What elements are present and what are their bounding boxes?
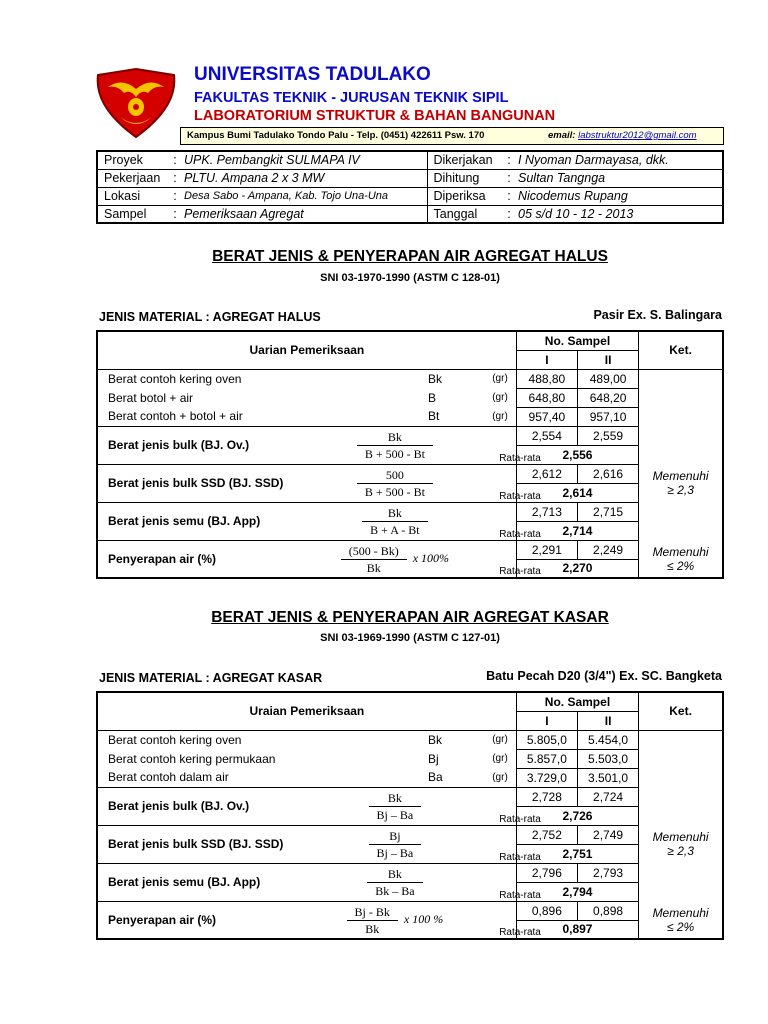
ket-status: Memenuhi [652,469,709,483]
value-sample-ii: 2,249 [577,540,638,559]
formula-numerator: Bj [369,829,422,845]
average-value: 2,270 [516,559,638,578]
faculty-name: FAKULTAS TEKNIK - JURUSAN TEKNIK SIPIL [194,90,509,106]
value-sample-ii: 648,20 [577,388,638,407]
measurement-row [97,749,723,768]
rata-rata-label: Rata-rata [499,452,541,464]
ket-status: Memenuhi [652,830,709,844]
calc-row [97,825,723,844]
info-value: I Nyoman Darmayasa, dkk. [515,151,723,169]
header-sample-i: I [516,350,577,369]
address-bar [180,127,724,145]
calc-formula-cell [294,540,497,578]
value-sample-i: 2,291 [516,540,577,559]
calc-row [97,464,723,483]
standard-halus: SNI 03-1970-1990 (ASTM C 128-01) [320,272,500,284]
average-value: 2,751 [516,844,638,863]
formula [357,468,433,498]
formula-numerator: Bj - Bk [347,905,398,921]
header-uraian: Uarian Pemeriksaan [97,331,516,369]
calc-label: Berat jenis bulk (BJ. Ov.) [97,426,294,464]
measurement-row [97,768,723,787]
info-colon: : [169,151,181,169]
row-symbol: Bt [427,409,440,424]
value-sample-ii: 5.503,0 [577,749,638,768]
header-sample-ii: II [577,711,638,730]
calc-label: Penyerapan air (%) [97,901,294,939]
material-halus: JENIS MATERIAL : AGREGAT HALUS [99,310,321,324]
value-sample-ii: 3.501,0 [577,768,638,787]
value-sample-i: 2,612 [516,464,577,483]
average-value: 2,614 [516,483,638,502]
calc-row [97,863,723,882]
info-label: Pekerjaan [97,169,169,187]
ket-blank [639,369,723,426]
ket-specific-gravity [639,787,723,901]
header-ket: Ket. [639,692,723,730]
rata-rata-label: Rata-rata [499,813,541,825]
formula-multiplier: x 100 % [403,912,444,927]
info-label: Dikerjakan [427,151,503,169]
row-label: Berat contoh + botol + air [108,409,243,424]
ket-absorption [639,901,723,939]
value-sample-i: 5.805,0 [516,730,577,749]
info-value: Nicodemus Rupang [515,187,723,205]
calc-label: Berat jenis semu (BJ. App) [97,863,294,901]
value-sample-i: 648,80 [516,388,577,407]
row-symbol: B [427,390,436,405]
info-label: Sampel [97,205,169,223]
formula [347,905,398,935]
measurement-row [97,730,723,749]
ket-requirement: ≤ 2% [666,558,695,573]
ket-requirement: ≥ 2,3 [667,844,694,858]
formula-denominator: B + A - Bt [370,523,420,537]
value-sample-ii: 2,616 [577,464,638,483]
value-sample-ii: 957,10 [577,407,638,426]
project-info-table [96,150,724,224]
rata-rata-label: Rata-rata [499,851,541,863]
row-label: Berat contoh kering oven [108,732,242,747]
address-text: Kampus Bumi Tadulako Tondo Palu - Telp. (0451) 422611 Psw. 170 [187,130,485,141]
value-sample-i: 2,796 [516,863,577,882]
row-unit: (gr) [492,373,508,385]
row-symbol: Bk [427,732,442,747]
calc-label: Berat jenis bulk SSD (BJ. SSD) [97,464,294,502]
results-table-kasar [96,691,724,940]
formula-numerator: Bk [362,506,427,522]
results-table-halus [96,330,724,579]
info-label: Dihitung [427,169,503,187]
formula [362,506,427,536]
standard-kasar: SNI 03-1969-1990 (ASTM C 127-01) [320,632,500,644]
info-value: 05 s/d 10 - 12 - 2013 [515,205,723,223]
ket-blank [639,730,723,787]
ket-requirement: ≥ 2,3 [667,483,694,497]
row-label: Berat botol + air [108,390,194,405]
value-sample-ii: 2,793 [577,863,638,882]
info-label: Proyek [97,151,169,169]
row-label: Berat contoh kering permukaan [108,751,276,766]
row-label: Berat contoh kering oven [108,371,242,386]
value-sample-i: 5.857,0 [516,749,577,768]
row-unit: (gr) [492,753,508,764]
formula-denominator: B + 500 - Bt [364,485,425,499]
formula-denominator: B + 500 - Bt [364,447,425,461]
formula [357,430,433,460]
value-sample-ii: 0,898 [577,901,638,920]
average-value: 2,726 [516,806,638,825]
calc-row [97,540,723,559]
formula [367,867,422,897]
university-logo [94,67,178,139]
info-colon: : [503,205,515,223]
rata-rata-label: Rata-rata [499,528,541,540]
university-name: UNIVERSITAS TADULAKO [194,64,431,85]
material-source-kasar: Batu Pecah D20 (3/4") Ex. SC. Bangketa [486,669,722,683]
calc-formula-cell [294,426,497,464]
calc-formula-cell [294,502,497,540]
email-block [548,130,697,141]
header-no-sampel: No. Sampel [516,331,638,350]
value-sample-i: 2,713 [516,502,577,521]
calc-formula-cell [294,787,497,825]
formula-denominator: Bk [366,560,381,575]
ket-status: Memenuhi [652,544,709,559]
formula-numerator: (500 - Bk) [341,544,407,560]
calc-formula-cell [294,863,497,901]
rata-rata-label: Rata-rata [499,566,541,577]
info-colon: : [169,205,181,223]
info-colon: : [169,169,181,187]
calc-row [97,502,723,521]
info-value: Desa Sabo - Ampana, Kab. Tojo Una-Una [181,187,427,205]
info-value: Sultan Tangnga [515,169,723,187]
formula-numerator: 500 [357,468,433,484]
info-colon: : [503,169,515,187]
info-colon: : [503,187,515,205]
material-source-halus: Pasir Ex. S. Balingara [593,308,722,322]
measurement-row [97,407,723,426]
value-sample-ii: 489,00 [577,369,638,388]
email-link[interactable]: labstruktur2012@gmail.com [578,130,697,141]
calc-label: Penyerapan air (%) [97,540,294,578]
formula-numerator: Bk [369,791,422,807]
info-value: UPK. Pembangkit SULMAPA IV [181,151,427,169]
section-title-kasar: BERAT JENIS & PENYERAPAN AIR AGREGAT KASAR [211,609,609,626]
average-value: 2,714 [516,521,638,540]
calc-label: Berat jenis bulk SSD (BJ. SSD) [97,825,294,863]
formula-denominator: Bk – Ba [375,884,415,898]
formula-denominator: Bk [365,921,380,936]
value-sample-i: 3.729,0 [516,768,577,787]
section-title-halus: BERAT JENIS & PENYERAPAN AIR AGREGAT HALUS [212,248,608,265]
formula [369,791,422,821]
material-kasar: JENIS MATERIAL : AGREGAT KASAR [99,671,323,685]
calc-label: Berat jenis semu (BJ. App) [97,502,294,540]
measurement-row [97,388,723,407]
value-sample-ii: 5.454,0 [577,730,638,749]
value-sample-i: 2,554 [516,426,577,445]
lab-name: LABORATORIUM STRUKTUR & BAHAN BANGUNAN [194,108,556,124]
ket-status: Memenuhi [652,905,709,920]
ket-specific-gravity [639,426,723,540]
value-sample-ii: 2,749 [577,825,638,844]
value-sample-i: 957,40 [516,407,577,426]
rata-rata-label: Rata-rata [499,889,541,901]
calc-row [97,426,723,445]
formula-denominator: Bj – Ba [376,846,414,860]
header-sample-ii: II [577,350,638,369]
row-unit: (gr) [492,771,508,783]
info-label: Tanggal [427,205,503,223]
formula-multiplier: x 100% [412,551,450,566]
info-value: PLTU. Ampana 2 x 3 MW [181,169,427,187]
header-sample-i: I [516,711,577,730]
rata-rata-label: Rata-rata [499,490,541,502]
header-no-sampel: No. Sampel [516,692,638,711]
row-symbol: Bk [427,371,442,386]
calc-row [97,787,723,806]
measurement-row [97,369,723,388]
average-value: 2,794 [516,882,638,901]
info-colon: : [169,187,181,205]
formula [341,544,407,574]
value-sample-i: 2,728 [516,787,577,806]
row-unit: (gr) [492,392,508,403]
value-sample-i: 0,896 [516,901,577,920]
value-sample-ii: 2,559 [577,426,638,445]
ket-absorption [639,540,723,578]
value-sample-i: 2,752 [516,825,577,844]
value-sample-i: 488,80 [516,369,577,388]
calc-row [97,901,723,920]
rata-rata-label: Rata-rata [499,927,541,938]
email-label: email: [548,130,576,141]
average-value: 2,556 [516,445,638,464]
row-symbol: Bj [427,751,439,766]
row-symbol: Ba [427,770,443,785]
info-label: Lokasi [97,187,169,205]
formula-numerator: Bk [357,430,433,446]
row-unit: (gr) [492,410,508,422]
header-ket: Ket. [639,331,723,369]
calc-formula-cell [294,825,497,863]
header-uraian: Uraian Pemeriksaan [97,692,516,730]
ket-requirement: ≤ 2% [666,919,695,934]
formula-denominator: Bj – Ba [376,808,414,822]
average-value: 0,897 [516,920,638,939]
row-unit: (gr) [492,734,508,746]
calc-formula-cell [294,901,497,939]
row-label: Berat contoh dalam air [108,770,229,785]
info-value: Pemeriksaan Agregat [181,205,427,223]
formula [369,829,422,859]
info-label: Diperiksa [427,187,503,205]
calc-formula-cell [294,464,497,502]
value-sample-ii: 2,715 [577,502,638,521]
calc-label: Berat jenis bulk (BJ. Ov.) [97,787,294,825]
value-sample-ii: 2,724 [577,787,638,806]
info-colon: : [503,151,515,169]
formula-numerator: Bk [367,867,422,883]
